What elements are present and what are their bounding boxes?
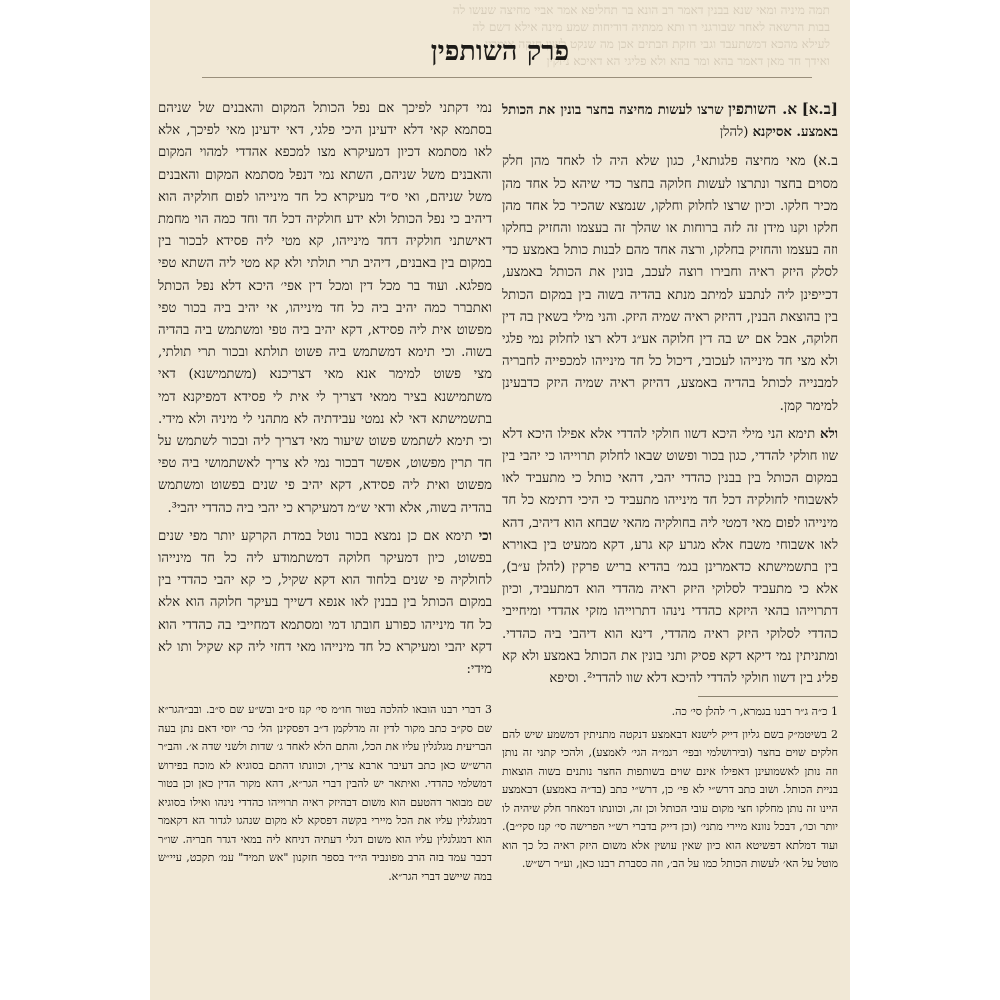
title-divider [202, 77, 812, 78]
paragraph: נמי דקתני לפיכך אם נפל הכותל המקום והאבנים של שניהם בסתמא קאי דלא ידעינן היכי פלגי, דאי ידעינן מאי לפיכך, אלא לאו מסתמא דכיון דמעיקרא מצו למכפא אהדדי למהוי המקום והאבנים משל שניהם, השתא נמי דנפל מסתמא המקום והאבנים משל שניהם, ואי ס״ד מעיקרא כל חד מינייהו לפום חולקיה הוא דיהיב כי נפל הכותל ולא ידע חולקיה דכל חד וחד כמה הוי מחמת דאישתני חולקיה דחד מינייהו, קא מטי ליה פסידא לבכור בין במקום בין באבנים, דיהיב תרי תולתי ולא קא מטי ליה השתא טפי מפלגא. ועוד בר מכל דין ומכל דין אפי׳ היכא דלא נפל הכותל ואתברר כמה יהיב ביה כל חד מינייהו, אי יהיב ביה בכור טפי מפשוט אית ליה פסידא, דקא יהיב ביה טפי ומשתמש ביה בהדיה בשוה. וכי תימא דמשתמש ביה פשוט תולתא ובכור תרי תולתי, מצי פשוט למימר אנא מאי דצריכנא (משתמישנא) דאי משתמישנא בציר ממאי דצריך לי אית לי פסידא דמפיקנא דמי בתשמישתא דאי לא נמטי עבידתיה לא מתהני לי מיניה ולא מידי. וכי תימא לשתמש פשוט שיעור מאי דצריך ליה ובכור לשתמש על חד תרין מפשוט, אפשר דבכור נמי לא צריך לאשתמושי ביה טפי מפשוט ואית ליה פסידא, דקא יהיב פי שנים בפשוט ומשתמש בהדיה בשוה, אלא ודאי ש״מ דמעיקרא כי יהבי ביה כהדדי יהבי³. [158, 101, 492, 516]
bleed-line: לעילא מהכא דמשתעבד וגבי חזקת הבתים אכן מה שנקט לשון חזקה אומרין [485, 37, 830, 51]
paragraph [158, 526, 492, 681]
page-title: פרק השותפין [430, 36, 570, 67]
paragraph-lead: וכי [478, 528, 492, 544]
inline-section-marker: ב.א) [812, 153, 838, 170]
paragraph-text: תימא אם כן נמצא בכור נוטל במדת הקרקע יותר מפי שנים בפשוט, כיון דמעיקר חלוקה דמשתמודע ליה כל חד מינייהו לחולקיה פי שנים בלחוד הוא דקא שקיל, כי קא יהבי כהדדי בין במקום הכותל בין בבנין לאו אנפא דשייך בעיקר חלוקה הוא אלא כל חד מינייהו כפורע חובתו דמי ומסתמא דמחייבי בה כהדדי הוא דקא יהבי ומעיקרא כל חד מינייהו מאי דחזי ליה קא שקיל ותו לא מידי: [158, 528, 492, 678]
footnote-area [158, 701, 492, 886]
paragraph-text: מאי מחיצה פלגותא¹, כגון שלא היה לו לאחד מהן חלק מסוים בחצר ונתרצו לעשות חלוקה בחצר כדי שיהא כל אחד מהן מכיר חלקו. וכיון שרצו לחלוק וחלקו, שנמצא שהכיר כל אחד מהן חלקו וקנו מידן זה לזה ברוחות או שהלך זה בעצמו והחזיק בחלקו וזה בעצמו והחזיק בחלקו, ורצה אחד מהם לבנות כותל באמצע כדי לסלק היזק ראיה וחבירו רוצה לעכב, בונין את הכותל באמצע, דכייפינן ליה לנתבע למיתב מנתא בהדיה בשוה בין במקום הכותל בין בהוצאת הבנין, דהיזק ראיה שמיה היזק. והני מילי בשאין בה דין חלוקה, אבל אם יש בה דין חלוקה אע״ג דלא רצו לחלוק נמי פלגי ולא מצי חד מינייהו לעכובי, דיכול כל חד מינייהו למכפייה לחבריה למבנייה לכותל בהדיה באמצע, דהיזק ראיה שמיה היזק כדבעינן למימר קמן. [502, 154, 838, 414]
mishnah-heading: א. השותפין [728, 100, 797, 118]
footnote-divider [698, 696, 838, 697]
mishnah-paragraph [502, 98, 838, 144]
footnote-2: 2 בשיטמ״ק בשם גליון דייק לישנא דבאמצע דנקטה מתניתין דמשמע שיש להם חלקים שוים בחצר (ובירושלמי ובפי׳ רגמ״ה הגי׳ לאמצע), ולהכי קתני זה נותן וזה נותן לאשמועינן דאפילו אינם שוים בשותפות החצר נותנים בשוה הוצאות בניית הכותל. ושוב כתב דרש״י לא פי׳ כן, דרש״י כתב (בד״ה באמצע) דבאמצע היינו זה נותן מחלקו חצי מקום עובי הכותל וכן זה, וכוונתו דמאחר חלק שיהיה לו יותר וכו׳, דבכל נוונא מיירי מתני׳ (וכן דייק בדברי רש״י הפרישה סי׳ קנז סקי״ב). ועוד דמלתא דפשיטא הוא כיון שאין עושין אלא משום היזק ראיה כל כך הוא מוטל על הא׳ לעשות הכותל כמו על הב׳, וזה כסברת רבנו כאן, וע״ר רש״ש. [502, 727, 838, 871]
right-column [502, 98, 838, 878]
footnote-1: 1 כ״ה ג״ר רבנו בגמרא, ר׳ להלן סי׳ כה. [671, 705, 838, 719]
footnote-3: 3 דברי רבנו הובאו להלכה בטור חו״מ סי׳ קנז ס״ב ובש״ע שם ס״ב. ובב״הגר״א שם סק״ב כתב מקור לדין זה מדלקמן ד״ב דפסקינן הל׳ כר׳ יוסי דאם נתן בעה הבריעית מגלגלין עליו את הכל, והתם הלא לאחד ג׳ שדות ולשני שדה א׳. והב״ר הרש״ש כאן כתב דעיבר ארבא צריך, וכוונתו דהתם בסוגיא לא מוכח בפירוש דמשלמי כהדדי. ואיתאר יש להבין דברי הגר״א, דהא מקור הדין כאן וכן בטור שם מבואר דהטעם הוא משום דבהיזק ראיה תרוייהו כהדדי נינהו ואילו בסוגיא דמגלגלין עליו את הכל מיירי בקשה דפסקא לא מקום שנהגו לגדור הא דקאמר הוא דמגלגלין עליו הוא משום דגלי דעתיה דניחא ליה במאי דגדר חבריה. שו״ר דכבר עמד בזה הרב מפונביד הי״ד בספר חזקנון "אש תמיד" עמ׳ תקכט, עיי״ש במה שיישב דברי הגר״א. [158, 703, 492, 883]
background-right [850, 0, 1000, 1000]
paragraph [502, 424, 838, 690]
mishnah-ref: (להלן [719, 125, 749, 141]
bleed-line: תמה מיניה ומאי שנא בבנין דאמר רב הונא בר תחליפא אמר אביי מחיצה שעשו לה [452, 3, 830, 17]
mishnah-text: שרצו לעשות מחיצה בחצר בונין את הכותל באמצע. אסיקנא [502, 103, 838, 141]
book-page [150, 0, 850, 1000]
paragraph-lead: ולא [819, 426, 838, 442]
bleed-line: בבות הרשאה לאחר שבורגני רו ותא ממתיה דודיחות שמע מינה אילא דשם לה [472, 20, 830, 34]
section-marker: [ב.א] [801, 100, 838, 118]
paragraph-text: תימא הני מילי היכא דשוו חולקי להדדי אלא אפילו היכא דלא שוו חולקי להדדי, כגון בכור ופשוט שבאו לחלוק תרוייהו כי יהבי בין במקום הכותל בין בבנין כהדדי יהבי, דהאי כותל כי מתעביד לאו לאשבוחי לחולקיה דכל חד מינייהו מתעביד כי היכי דתימא כל חד מינייהו לפום מאי דמטי ליה בחולקיה מהאי שבחא הוא דיהיב, דהא לאו אשבוחי משבח אלא מגרע קא גרע, דקא ממעיט בין באוירא בין בתשמישתא כדאמרינן בגמ׳ בהדיא בריש פרקין (להלן ע״ב), אלא כי מתעביד לסלוקי היזק ראיה מהדדי הוא דמתעביד, וכיון דתרוייהו בהאי היזקא כהדדי נינהו דתרוייהו מזקי אהדדי ומיחייבי כהדדי לסלוקי היזק ראיה מהדדי, דינא הוא דיהבי ביה כהדדי. ומתניתין נמי דיקא דקא פסיק ותני בונין את הכותל באמצע ולא קא פליג בין דשוו חולקי להדדי להיכא דלא שוו להדדי². וסיפא [502, 426, 838, 687]
left-column [158, 98, 492, 890]
background-left [0, 0, 150, 1000]
paragraph [502, 150, 838, 417]
bleed-line: ואידך חד מאן דאמר בהא ומר בהא ולא פליגי הא דאיכא ניזקין [546, 54, 830, 68]
